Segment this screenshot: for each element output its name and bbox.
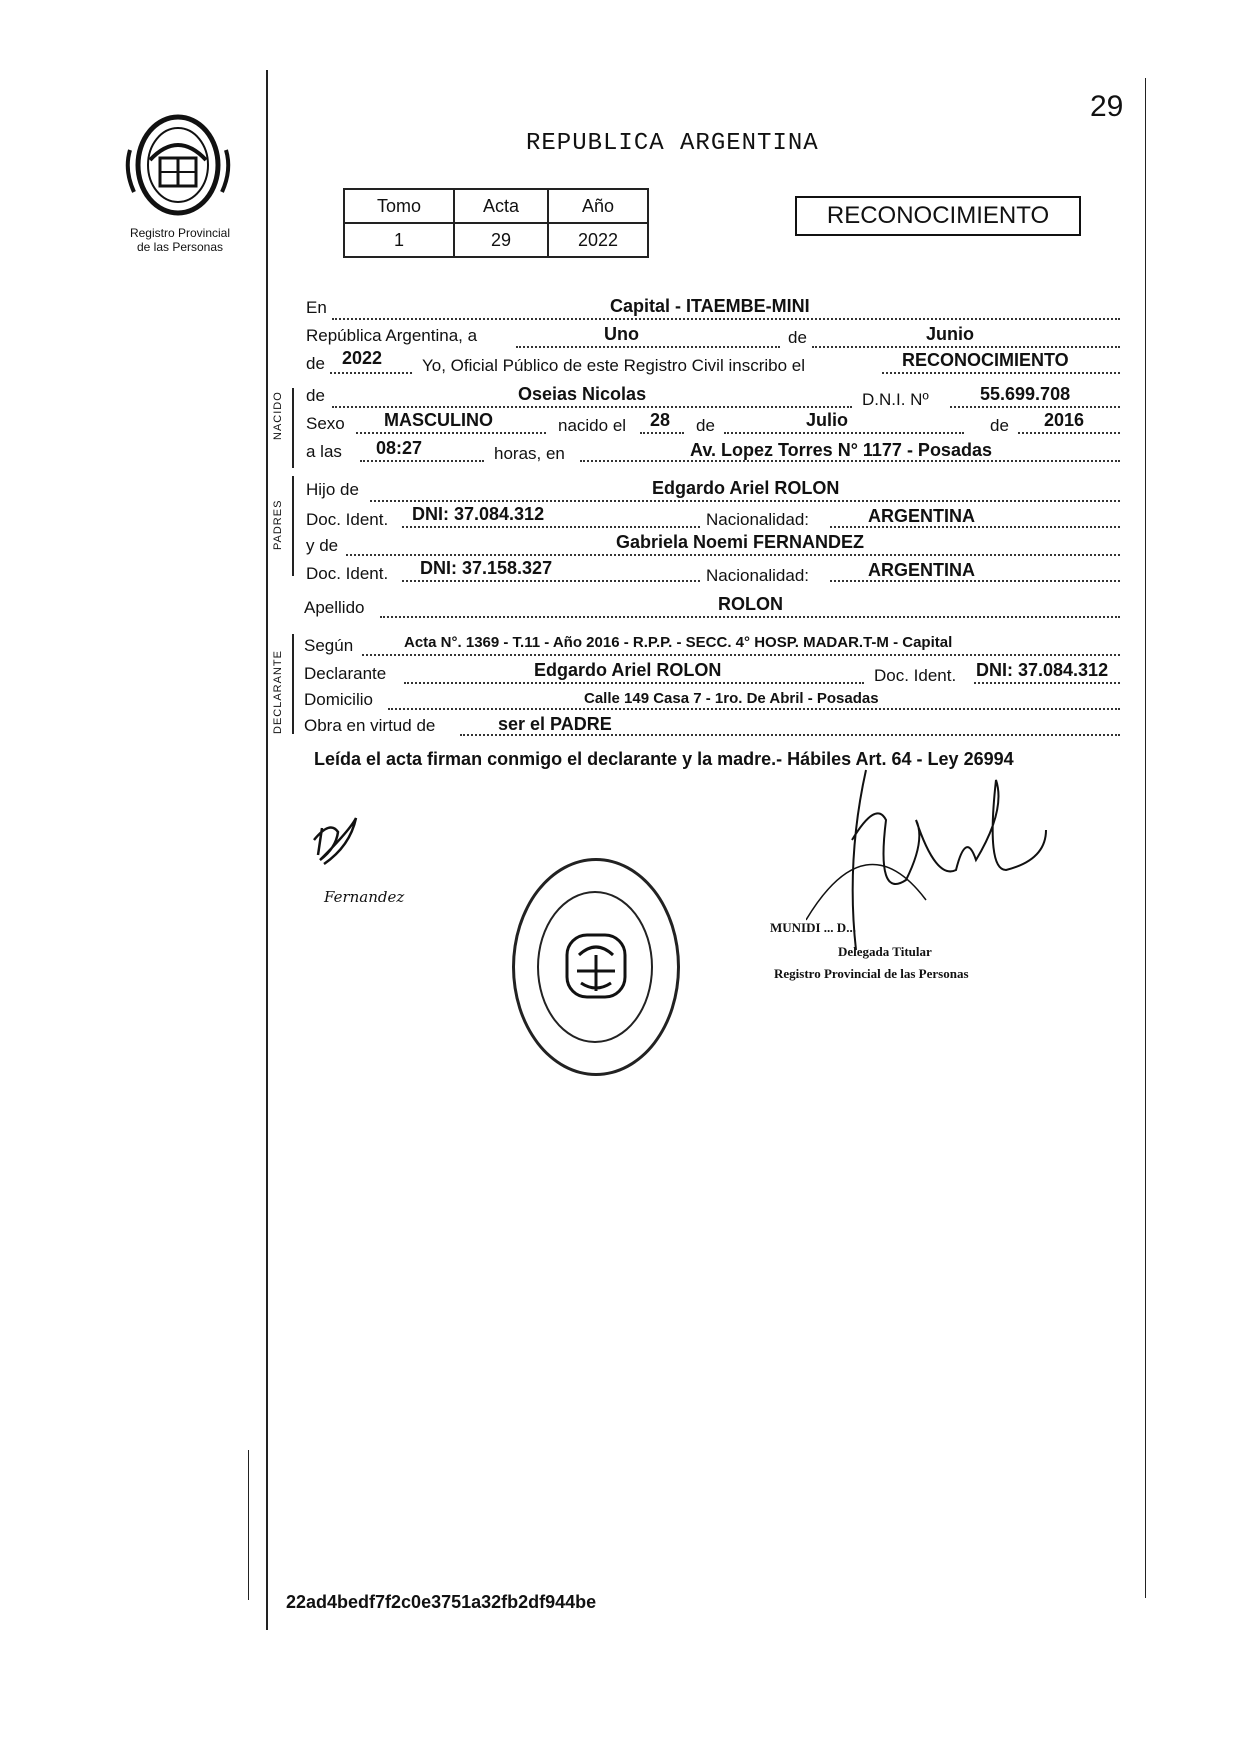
hijo-label: Hijo de bbox=[306, 480, 359, 499]
declarante-doc-label: Doc. Ident. bbox=[874, 666, 957, 685]
month-value: Junio bbox=[926, 324, 974, 344]
segun-value: Acta N°. 1369 - T.11 - Año 2016 - R.P.P. - SECC. 4° HOSP. MADAR.T-M - Capital bbox=[404, 634, 953, 651]
mother-line bbox=[346, 554, 1120, 556]
officer-title: Delegada Titular bbox=[838, 944, 932, 959]
record-table-cell: 2022 bbox=[548, 223, 648, 257]
declarante-section-label: DECLARANTE bbox=[272, 650, 284, 734]
birth-place: Av. Lopez Torres N° 1177 - Posadas bbox=[690, 440, 992, 460]
obra-value: ser el PADRE bbox=[498, 714, 612, 734]
birth-de-label: de bbox=[696, 416, 715, 435]
en-label: En bbox=[306, 298, 327, 317]
father-line bbox=[370, 500, 1120, 502]
country-title: REPUBLICA ARGENTINA bbox=[526, 130, 819, 157]
act-value: RECONOCIMIENTO bbox=[902, 350, 1069, 370]
yde-label: y de bbox=[306, 536, 339, 555]
birth-month-line bbox=[724, 432, 964, 434]
father-nat: ARGENTINA bbox=[868, 506, 975, 526]
mother-name: Gabriela Noemi FERNANDEZ bbox=[616, 532, 865, 552]
alas-label: a las bbox=[306, 442, 342, 461]
father-doc-label: Doc. Ident. bbox=[306, 510, 389, 529]
declarante-name: Edgardo Ariel ROLON bbox=[534, 660, 722, 680]
obra-label: Obra en virtud de bbox=[304, 716, 436, 735]
mother-nat: ARGENTINA bbox=[868, 560, 975, 580]
domicilio-value: Calle 149 Casa 7 - 1ro. De Abril - Posadas bbox=[584, 690, 879, 707]
birth-de-label-2: de bbox=[990, 416, 1009, 435]
dni-label: D.N.I. Nº bbox=[862, 390, 929, 409]
record-table-cell: 1 bbox=[344, 223, 454, 257]
officer-name-line: MUNIDI ... D... bbox=[770, 920, 856, 935]
sexo-line bbox=[356, 432, 546, 434]
document-hash: 22ad4bedf7f2c0e3751a32fb2df944be bbox=[286, 1592, 597, 1612]
registry-name-line2: de las Personas bbox=[136, 240, 224, 254]
horas-label: horas, en bbox=[494, 444, 565, 463]
record-table bbox=[343, 188, 649, 258]
declarante-bracket bbox=[292, 634, 302, 734]
domicilio-label: Domicilio bbox=[304, 690, 373, 709]
apellido-label: Apellido bbox=[304, 598, 365, 617]
segun-label: Según bbox=[304, 636, 354, 655]
declarante-doc: DNI: 37.084.312 bbox=[976, 660, 1109, 680]
birth-month: Julio bbox=[806, 410, 849, 430]
apellido-line bbox=[380, 616, 1120, 618]
registry-name-line1: Registro Provincial bbox=[129, 226, 231, 240]
record-table-header: Año bbox=[548, 189, 648, 223]
record-table-cell: 29 bbox=[454, 223, 548, 257]
father-doc: DNI: 37.084.312 bbox=[412, 504, 545, 524]
mother-nat-label: Nacionalidad: bbox=[706, 566, 810, 585]
officer-registry: Registro Provincial de las Personas bbox=[774, 966, 969, 981]
nacido-el-label: nacido el bbox=[558, 416, 627, 435]
record-type-box: RECONOCIMIENTO bbox=[795, 196, 1081, 236]
child-name: Oseias Nicolas bbox=[518, 384, 647, 404]
record-table-header-row bbox=[344, 189, 648, 223]
act-line bbox=[882, 372, 1120, 374]
closing-statement: Leída el acta firman conmigo el declarante y la madre.- Hábiles Art. 64 - Ley 26994 bbox=[314, 749, 1014, 769]
lower-left-margin-line bbox=[248, 1450, 249, 1600]
year-de-label: de bbox=[306, 354, 325, 373]
day-value: Uno bbox=[604, 324, 639, 344]
year-value: 2022 bbox=[342, 348, 383, 368]
birth-year-line bbox=[1018, 432, 1120, 434]
padres-bracket bbox=[292, 476, 302, 576]
domicilio-line bbox=[388, 708, 1120, 710]
segun-line bbox=[362, 654, 1120, 656]
nacido-de-label: de bbox=[306, 386, 325, 405]
sexo-label: Sexo bbox=[306, 414, 345, 433]
right-margin-line bbox=[1145, 78, 1146, 1598]
day-line bbox=[516, 346, 780, 348]
declarante-label: Declarante bbox=[304, 664, 387, 683]
month-line bbox=[812, 346, 1120, 348]
de-label: de bbox=[788, 328, 807, 347]
time-line bbox=[360, 460, 484, 462]
birth-year: 2016 bbox=[1044, 410, 1085, 430]
left-margin-line bbox=[266, 70, 268, 1630]
record-table-value-row bbox=[344, 223, 648, 257]
dni-line bbox=[950, 406, 1120, 408]
registry-name bbox=[100, 226, 260, 254]
statement-text: Yo, Oficial Público de este Registro Civil inscribo el bbox=[422, 356, 805, 375]
birth-day-line bbox=[640, 432, 684, 434]
mother-doc-label: Doc. Ident. bbox=[306, 564, 389, 583]
place-line bbox=[332, 318, 1120, 320]
father-nat-label: Nacionalidad: bbox=[706, 510, 810, 529]
place-value: Capital - ITAEMBE-MINI bbox=[610, 296, 810, 316]
birth-time: 08:27 bbox=[376, 438, 423, 458]
registry-logo bbox=[120, 110, 236, 220]
year-line bbox=[330, 372, 412, 374]
declarante-line bbox=[404, 682, 864, 684]
declarante-doc-line bbox=[974, 682, 1120, 684]
mother-signature-name: Fernandez bbox=[324, 888, 405, 906]
nacido-bracket bbox=[292, 388, 302, 468]
republica-label: República Argentina, a bbox=[306, 326, 478, 345]
child-dni: 55.699.708 bbox=[980, 384, 1071, 404]
father-name: Edgardo Ariel ROLON bbox=[652, 478, 840, 498]
sexo-value: MASCULINO bbox=[384, 410, 493, 430]
official-seal-stamp bbox=[512, 858, 680, 1076]
mother-doc-line bbox=[402, 580, 700, 582]
birth-day: 28 bbox=[650, 410, 671, 430]
nacido-name-line bbox=[332, 406, 852, 408]
record-table-header: Acta bbox=[454, 189, 548, 223]
apellido-value: ROLON bbox=[718, 594, 783, 614]
father-doc-line bbox=[402, 526, 700, 528]
mother-signature bbox=[300, 800, 420, 910]
record-table-header: Tomo bbox=[344, 189, 454, 223]
nacido-section-label: NACIDO bbox=[272, 391, 284, 440]
mother-doc: DNI: 37.158.327 bbox=[420, 558, 553, 578]
padres-section-label: PADRES bbox=[272, 499, 284, 550]
page-number: 29 bbox=[1090, 90, 1124, 123]
